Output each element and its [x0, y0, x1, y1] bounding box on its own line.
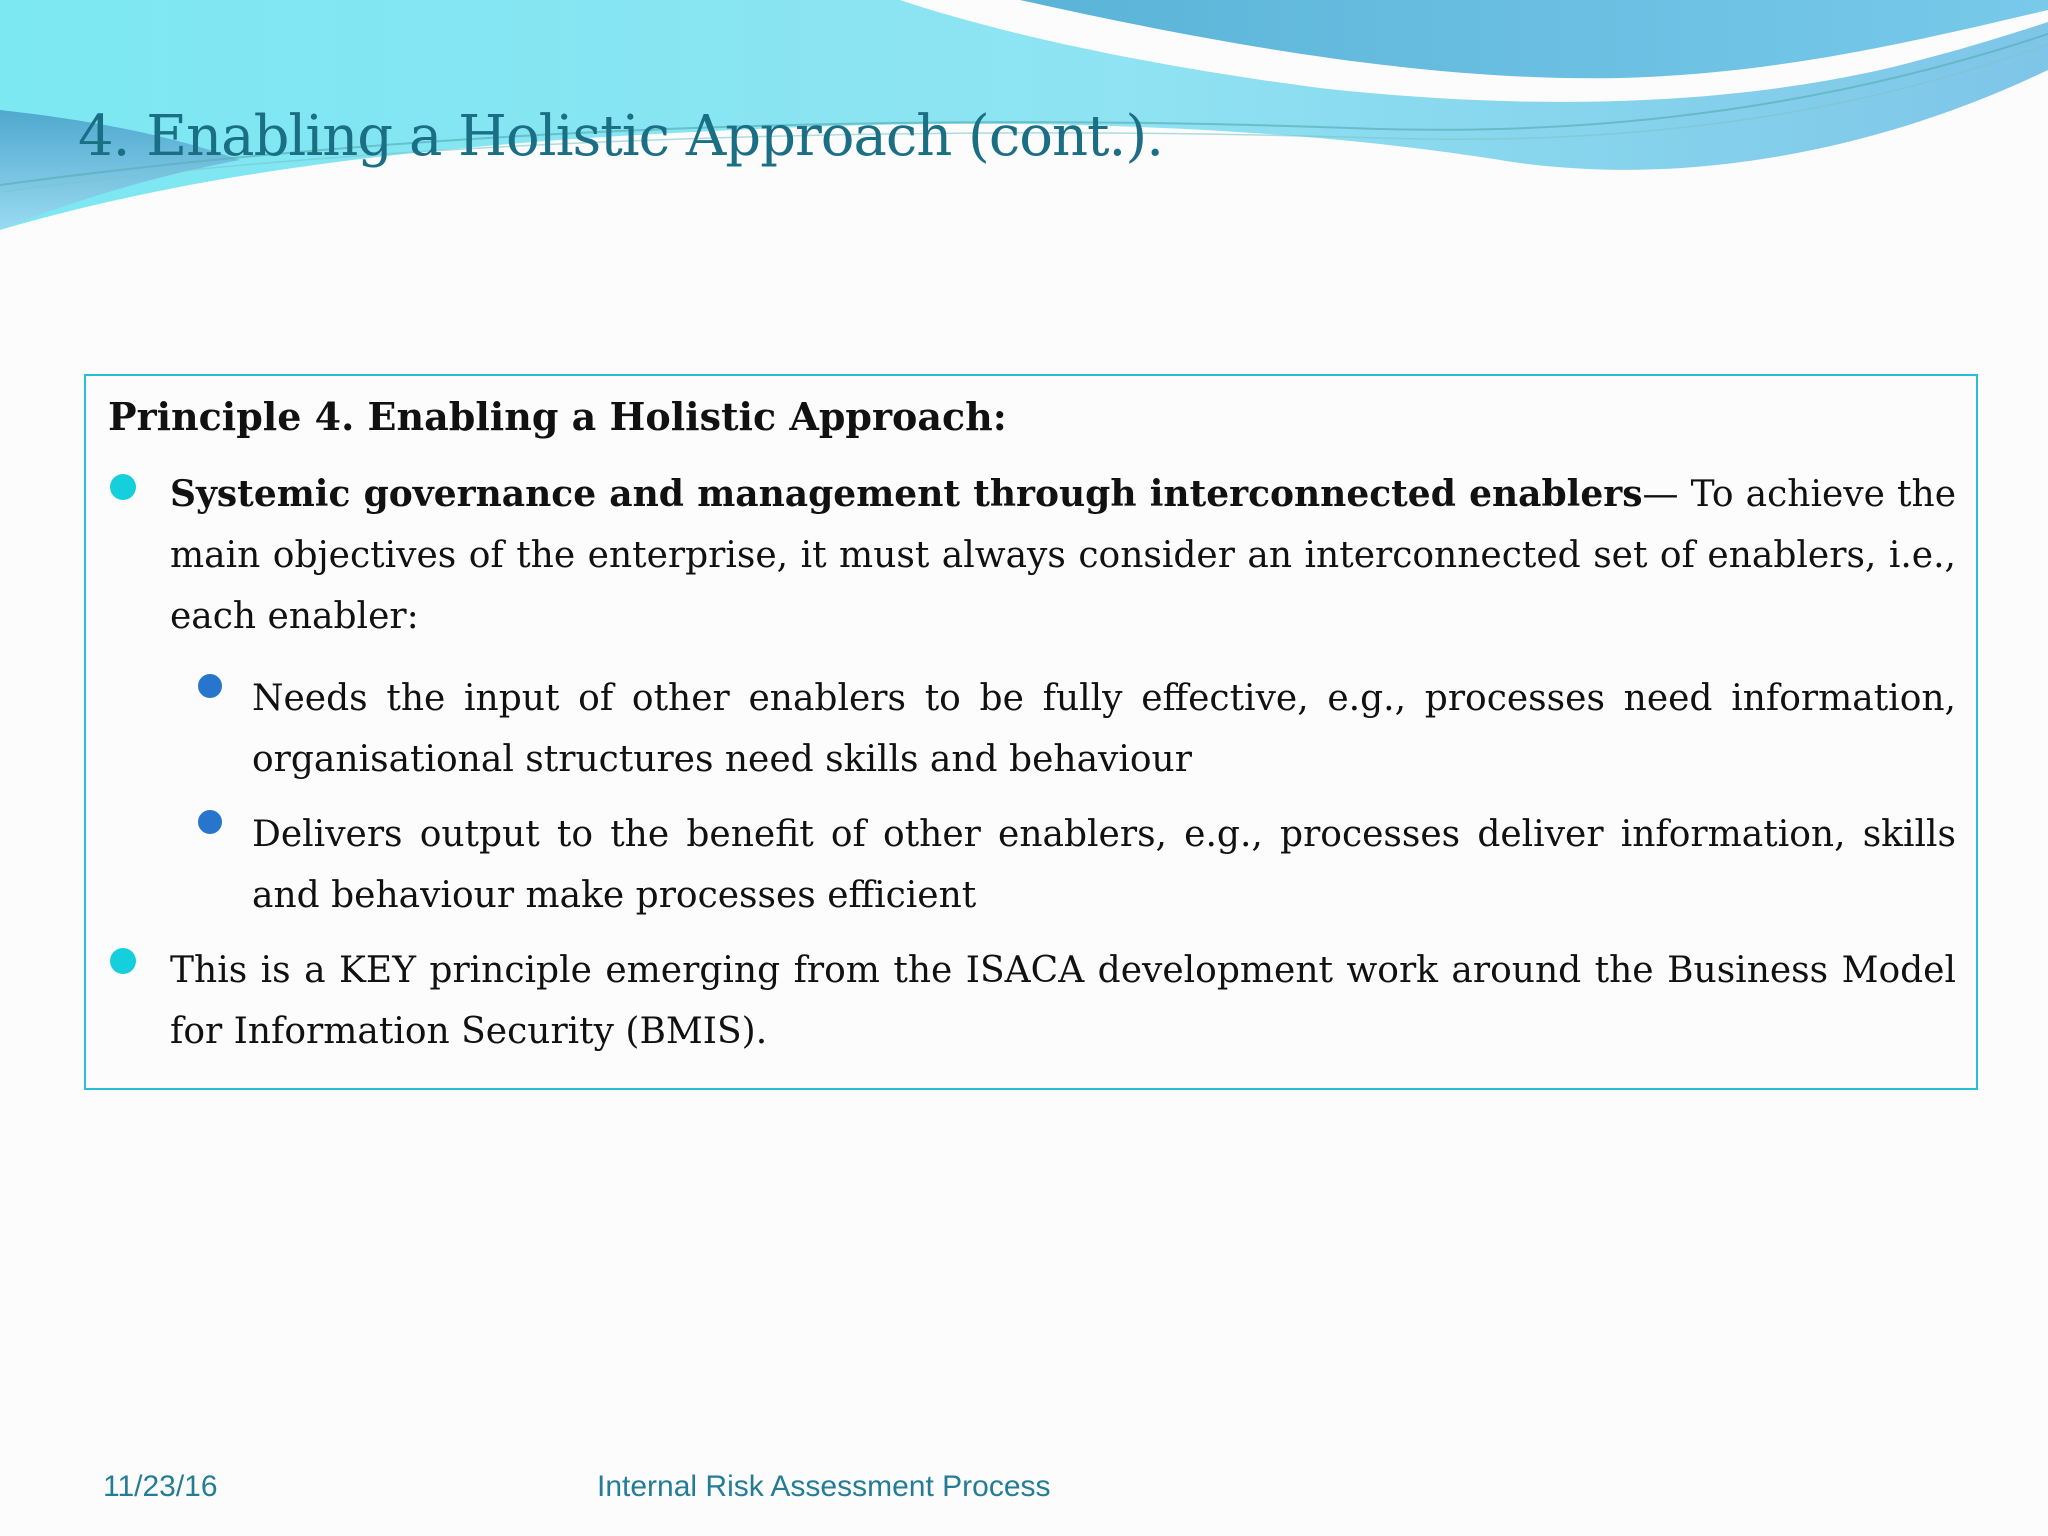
sub-bullet-dot-icon: [198, 810, 222, 834]
footer-title: Internal Risk Assessment Process: [597, 1470, 1051, 1503]
box-heading: Principle 4. Enabling a Holistic Approach:: [108, 394, 1007, 439]
slide-title: 4. Enabling a Holistic Approach (cont.).: [78, 104, 1164, 169]
bullet-systemic-governance: [170, 464, 1956, 647]
bullet-bold-lead: Systemic governance and management through interconnected enablers: [170, 473, 1643, 515]
bullet-dot-icon: [110, 948, 136, 974]
principle-box: [84, 374, 1978, 1090]
bullet-dot-icon: [110, 474, 136, 500]
sub-bullet-dot-icon: [198, 674, 222, 698]
sub-bullet-delivers-output: Delivers output to the benefit of other enablers, e.g., processes deliver information, skills and behaviour make processes efficient: [252, 814, 1956, 916]
sub-bullet-needs-input: Needs the input of other enablers to be fully effective, e.g., processes need information, organisational structures need skills and behaviour: [252, 678, 1956, 780]
bullet-text: — To achieve the main objectives of the enterprise, it must always consider an interconnected set of enablers, i.e., each enabler:: [170, 474, 1957, 637]
footer-date: 11/23/16: [103, 1470, 218, 1503]
bullet-key-principle: This is a KEY principle emerging from the ISACA development work around the Business Model for Information Security (BMIS).: [170, 950, 1956, 1052]
